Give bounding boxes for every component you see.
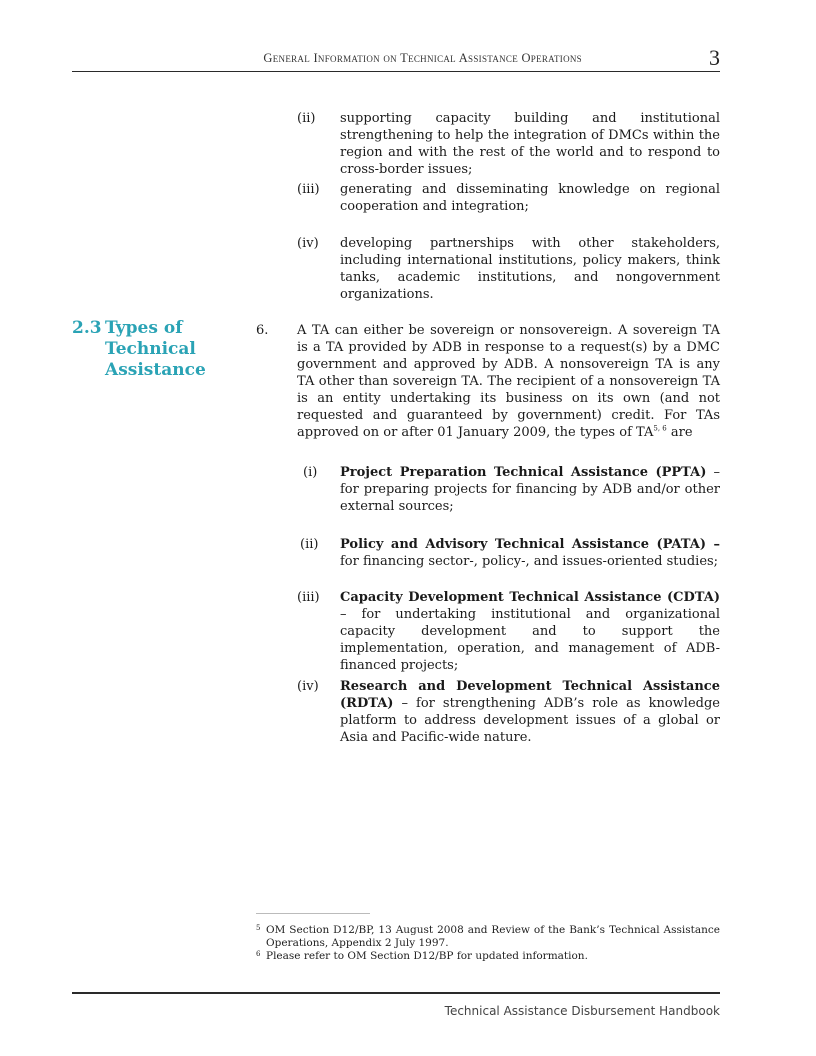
page-number: 3: [709, 45, 720, 70]
ta-type-term: Policy and Advisory Technical Assistance (PATA) –: [340, 537, 720, 552]
list-item-number: (iii): [297, 590, 320, 605]
list-item-number: (i): [303, 465, 318, 480]
footnote-rule: [256, 913, 370, 914]
list-item-text: [340, 678, 720, 746]
paragraph-body: A TA can either be sovereign or nonsovereign. A sovereign TA is a TA provided by ADB in response to a request(s) by a DMC government and approved by ADB. A nonsovereign TA is any TA other than sovereign TA. The recipient of a nonsovereign TA is an entity undertaking its business on its own (and not requested and guaranteed by government) credit. For TAs approved on or after 01 January 2009, the types of TA: [297, 323, 720, 440]
paragraph-number: 6.: [256, 323, 269, 338]
list-item-text: developing partnerships with other stakeholders, including international institutions, policy makers, think tanks, academic institutions, and nongovernment organizations.: [340, 236, 720, 302]
list-item-number: (ii): [300, 537, 319, 552]
list-item-text: [340, 589, 720, 674]
footnote-text: OM Section D12/BP, 13 August 2008 and Review of the Bank’s Technical Assistance Operations, Appendix 2 July 1997.: [266, 924, 720, 949]
ta-type-description: – for preparing projects for financing by ADB and/or other external sources;: [340, 465, 720, 514]
ta-type-description: for financing sector-, policy-, and issues-oriented studies;: [340, 554, 719, 569]
ta-type-term: Capacity Development Technical Assistance (CDTA): [340, 590, 720, 605]
section-title: Types of Technical Assistance: [105, 318, 206, 380]
list-item-number: (iv): [297, 236, 319, 251]
header-rule: [72, 71, 720, 72]
list-item-text: [340, 536, 720, 570]
ta-type-term: Project Preparation Technical Assistance (PPTA): [340, 465, 707, 480]
paragraph-end: are: [666, 425, 693, 440]
footnote-mark: 5: [256, 924, 261, 932]
list-item-number: (ii): [297, 111, 316, 126]
running-title: General Information on Technical Assistance Operations: [263, 51, 582, 65]
list-item-text: supporting capacity building and institutional strengthening to help the integration of DMCs within the region and with the rest of the world and to respond to cross-border issues;: [340, 111, 720, 177]
ta-type-description: – for undertaking institutional and organizational capacity development and to support the implementation, operation, and management of ADB-financed projects;: [340, 607, 720, 673]
section-number: 2.3: [72, 318, 102, 338]
ta-type-description: – for strengthening ADB’s role as knowledge platform to address development issues of a global or Asia and Pacific-wide nature.: [340, 696, 720, 745]
footnote-reference: 5, 6: [653, 424, 667, 433]
list-item-number: (iii): [297, 182, 320, 197]
footnote-mark: 6: [256, 950, 261, 958]
list-item-text: generating and disseminating knowledge on regional cooperation and integration;: [340, 182, 720, 214]
ta-type-term: Research and Development Technical Assistance (RDTA): [340, 679, 720, 711]
footnote-text: Please refer to OM Section D12/BP for updated information.: [266, 950, 588, 962]
list-item-number: (iv): [297, 679, 319, 694]
footer-rule: [72, 992, 720, 994]
paragraph-text: [297, 322, 720, 441]
footer-title: Technical Assistance Disbursement Handbook: [444, 1004, 720, 1018]
list-item-text: [340, 464, 720, 515]
